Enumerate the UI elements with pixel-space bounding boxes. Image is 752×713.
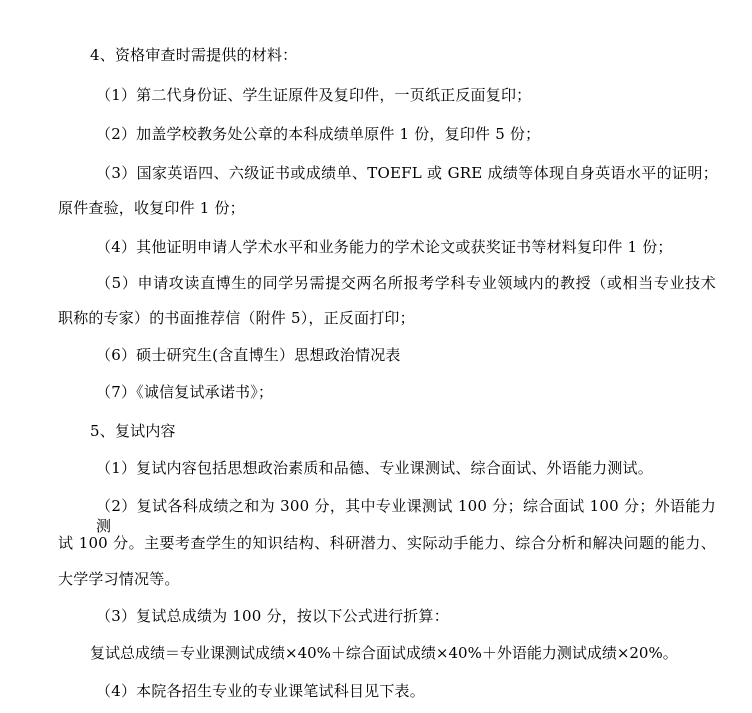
section4-item5-line1: （5）申请攻读直博生的同学另需提交两名所报考学科专业领域内的教授（或相当专业技术 <box>96 274 716 292</box>
section5-heading: 5、复试内容 <box>90 422 176 440</box>
section4-item5-line2: 职称的专家）的书面推荐信（附件 5），正反面打印； <box>58 309 415 327</box>
section5-item2-line2: 试 100 分。主要考查学生的知识结构、科研潜力、实际动手能力、综合分析和解决问题的能力、 <box>58 534 716 552</box>
section4-item6: （6）硕士研究生(含直博生）思想政治情况表 <box>96 346 401 364</box>
section4-item1: （1）第二代身份证、学生证原件及复印件，一页纸正反面复印； <box>96 86 532 104</box>
section5-item4: （4）本院各招生专业的专业课笔试科目见下表。 <box>96 682 425 700</box>
section4-item7: （7）《诚信复试承诺书》； <box>96 383 274 401</box>
section5-item2-line1: （2）复试各科成绩之和为 300 分，其中专业课测试 100 分；综合面试 100 分；外语能力测 <box>96 497 716 535</box>
section5-item3: （3）复试总成绩为 100 分，按以下公式进行折算： <box>96 607 449 625</box>
section4-heading: 4、资格审查时需提供的材料： <box>90 46 298 64</box>
section4-item2: （2）加盖学校教务处公章的本科成绩单原件 1 份，复印件 5 份； <box>96 125 541 143</box>
section5-item1: （1）复试内容包括思想政治素质和品德、专业课测试、综合面试、外语能力测试。 <box>96 459 653 477</box>
section4-item4: （4）其他证明申请人学术水平和业务能力的学术论文或获奖证书等材料复印件 1 份； <box>96 238 673 256</box>
section4-item3-line2: 原件查验，收复印件 1 份； <box>58 199 245 217</box>
section5-item2-line3: 大学学习情况等。 <box>58 570 180 588</box>
section4-item3-line1: （3）国家英语四、六级证书或成绩单、TOEFL 或 GRE 成绩等体现自身英语水平的证明； <box>96 164 718 182</box>
section5-formula: 复试总成绩＝专业课测试成绩×40%＋综合面试成绩×40%＋外语能力测试成绩×20%。 <box>90 644 678 662</box>
